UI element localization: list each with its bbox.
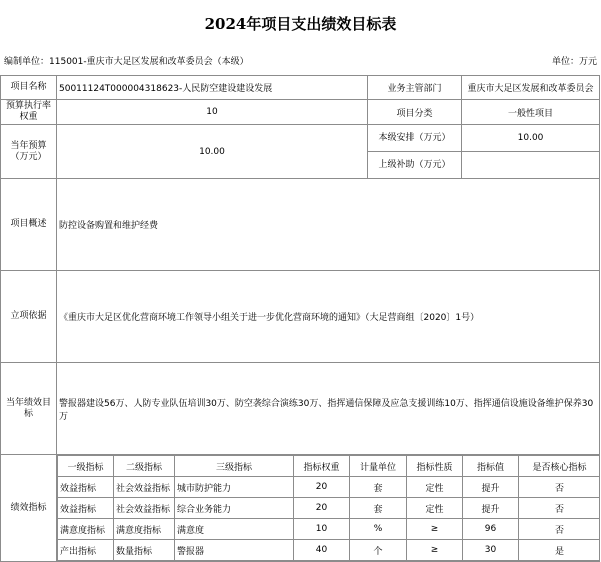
table-row [58, 498, 600, 519]
value-cell: 96 [463, 519, 519, 540]
header-weight: 指标权重 [294, 456, 350, 477]
value-cell: 提升 [463, 477, 519, 498]
weight-cell: 40 [294, 540, 350, 561]
level1-cell: 效益指标 [58, 498, 114, 519]
level3-cell: 满意度 [175, 519, 294, 540]
upper-subsidy-label: 上级补助（万元） [368, 152, 462, 179]
core-cell: 否 [519, 519, 600, 540]
basis-label: 立项依据 [1, 271, 57, 363]
overview-value: 防控设备购置和维护经费 [57, 179, 600, 271]
performance-table [0, 75, 600, 562]
nature-cell: ≥ [407, 519, 463, 540]
project-name-value: 50011124T000004318623-人民防空建设建设发展 [57, 76, 368, 100]
level1-cell: 产出指标 [58, 540, 114, 561]
nature-cell: ≥ [407, 540, 463, 561]
table-row [58, 540, 600, 561]
header-unit: 计量单位 [350, 456, 407, 477]
level1-cell: 满意度指标 [58, 519, 114, 540]
level3-cell: 警报器 [175, 540, 294, 561]
level3-cell: 城市防护能力 [175, 477, 294, 498]
org-info [4, 54, 249, 67]
header-level1: 一级指标 [58, 456, 114, 477]
org-label: 编制单位： [4, 57, 50, 67]
header-value: 指标值 [463, 456, 519, 477]
upper-subsidy-value [462, 152, 600, 179]
unit-cell: % [350, 519, 407, 540]
category-label: 项目分类 [368, 100, 462, 125]
overview-label: 项目概述 [1, 179, 57, 271]
table-row [58, 477, 600, 498]
org-value: 115001-重庆市大足区发展和改革委员会（本级） [49, 57, 249, 67]
header-nature: 指标性质 [407, 456, 463, 477]
rate-weight-value: 10 [57, 100, 368, 125]
local-arrangement-label: 本级安排（万元） [368, 125, 462, 152]
nature-cell: 定性 [407, 498, 463, 519]
level2-cell: 社会效益指标 [114, 477, 175, 498]
core-cell: 是 [519, 540, 600, 561]
project-name-label: 项目名称 [1, 76, 57, 100]
weight-cell: 10 [294, 519, 350, 540]
header-info-row [0, 46, 601, 72]
level2-cell: 满意度指标 [114, 519, 175, 540]
indicators-wrapper [57, 455, 600, 562]
nature-cell: 定性 [407, 477, 463, 498]
category-value: 一般性项目 [462, 100, 600, 125]
goal-label: 当年绩效目标 [1, 363, 57, 455]
unit-cell: 套 [350, 498, 407, 519]
budget-value: 10.00 [57, 125, 368, 179]
indicators-table [57, 455, 600, 561]
page-title: 2024年项目支出绩效目标表 [204, 15, 397, 33]
weight-cell: 20 [294, 498, 350, 519]
rate-weight-label: 预算执行率权重 [1, 100, 57, 125]
value-cell: 提升 [463, 498, 519, 519]
dept-value: 重庆市大足区发展和改革委员会 [462, 76, 600, 100]
table-row [58, 519, 600, 540]
level3-cell: 综合业务能力 [175, 498, 294, 519]
goal-value: 警报器建设56万、人防专业队伍培训30万、防空袭综合演练30万、指挥通信保障及应急支援训练10万、指挥通信设施设备维护保养30万 [57, 363, 600, 455]
level2-cell: 数量指标 [114, 540, 175, 561]
header-core: 是否核心指标 [519, 456, 600, 477]
indicators-header-row [58, 456, 600, 477]
core-cell: 否 [519, 477, 600, 498]
level1-cell: 效益指标 [58, 477, 114, 498]
header-level3: 三级指标 [175, 456, 294, 477]
unit-label: 单位：万元 [551, 57, 597, 67]
header-level2: 二级指标 [114, 456, 175, 477]
budget-label: 当年预算（万元） [1, 125, 57, 179]
local-arrangement-value: 10.00 [462, 125, 600, 152]
weight-cell: 20 [294, 477, 350, 498]
core-cell: 否 [519, 498, 600, 519]
level2-cell: 社会效益指标 [114, 498, 175, 519]
value-cell: 30 [463, 540, 519, 561]
dept-label: 业务主管部门 [368, 76, 462, 100]
basis-value: 《重庆市大足区优化营商环境工作领导小组关于进一步优化营商环境的通知》（大足营商组〔2020〕1号） [57, 271, 600, 363]
unit-cell: 套 [350, 477, 407, 498]
indicators-label: 绩效指标 [1, 455, 57, 562]
unit-cell: 个 [350, 540, 407, 561]
